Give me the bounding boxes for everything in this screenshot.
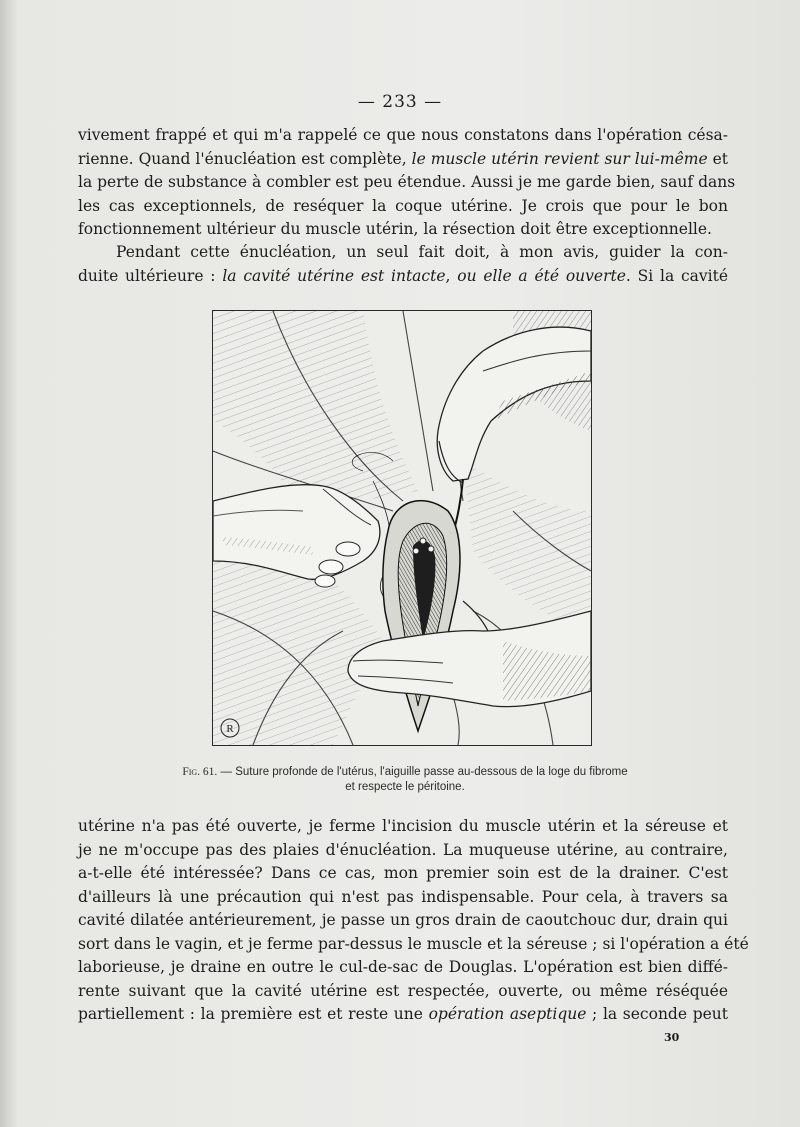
text-line: utérine n'a pas été ouverte, je ferme l'incision du muscle utérin et la séreuse et [78,817,728,835]
artist-monogram: R [226,723,234,735]
text-line: laborieuse, je draine en outre le cul-de-sac de Douglas. L'opération est bien diffé- [78,958,728,976]
top-paragraph [78,124,736,242]
text-line: Pendant cette énucléation, un seul fait doit, à mon avis, guider la con- [116,243,728,261]
text-line: duite ultérieure : la cavité utérine est intacte, ou elle a été ouverte. Si la cavité [78,266,729,285]
text-line: les cas exceptionnels, de reséquer la coque utérine. Je crois que pour le bon [78,196,728,215]
signature-mark: 30 [664,1031,680,1044]
text-line: rienne. Quand l'énucléation est complète, le muscle utérin revient sur lui-même et [78,149,728,168]
engraving-drawing [213,311,591,745]
figure-caption-text-2: et respecte le péritoine. [345,781,465,793]
page-number: — 233 — [357,92,443,112]
figure-caption [110,765,700,795]
text-line: a-t-elle été intéressée? Dans ce cas, mon premier soin est de la drainer. C'est [78,864,728,882]
text-line: cavité dilatée antérieurement, je passe un gros drain de caoutchouc dur, drain qui [78,911,728,929]
figure-caption-text: — Suture profonde de l'utérus, l'aiguille passe au-dessous de la loge du fibrome [217,766,628,778]
text-line: rente suivant que la cavité utérine est respectée, ouverte, ou même réséquée [78,981,728,1000]
text-line: je ne m'occupe pas des plaies d'énucléation. La muqueuse utérine, au contraire, [78,840,728,859]
text-line: la perte de substance à combler est peu étendue. Aussi je me garde bien, sauf dans [78,173,736,191]
surgical-illustration [212,310,592,746]
text-line: d'ailleurs là une précaution qui n'est pas indispensable. Pour cela, à travers sa [78,887,728,906]
text-line: sort dans le vagin, et je ferme par-dessus le muscle et la séreuse ; si l'opération a été [78,934,749,953]
text-line: vivement frappé et qui m'a rappelé ce que nous constatons dans l'opération césa- [78,126,728,144]
text-line: fonctionnement ultérieur du muscle utérin, la résection doit être exceptionnelle. [78,220,712,238]
bottom-paragraph [78,815,749,1027]
text-line: partiellement : la première est et reste une opération aseptique ; la seconde peut [78,1005,728,1023]
second-paragraph [78,241,728,288]
figure-label: Fig. 61. [182,766,218,778]
